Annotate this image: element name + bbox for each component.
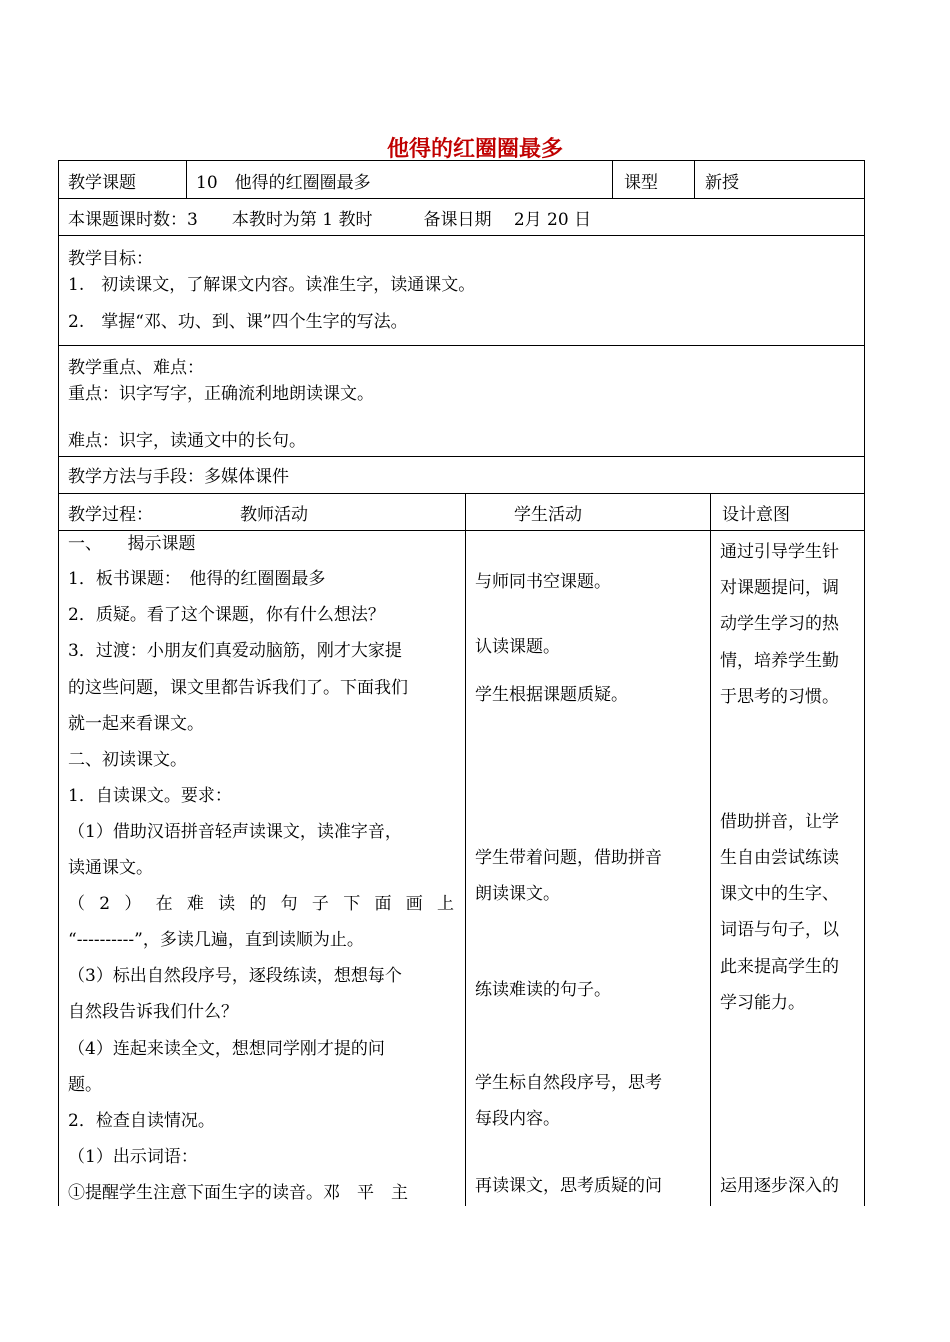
teacher-line: （3）标出自然段序号，逐段练读，想想每个: [68, 966, 402, 986]
col-divider: [694, 160, 695, 198]
design-line: 借助拼音，让学: [720, 812, 839, 832]
row-divider: [58, 160, 865, 161]
type-label: 课型: [624, 173, 658, 193]
col-divider: [186, 160, 187, 198]
design-line: 运用逐步深入的: [720, 1176, 839, 1196]
design-line: 学习能力。: [720, 993, 805, 1013]
teacher-line: 就一起来看课文。: [68, 714, 204, 734]
student-line: 再读课文，思考质疑的问: [475, 1176, 662, 1196]
teacher-line: （1）出示词语：: [68, 1147, 198, 1167]
design-line: 词语与句子，以: [720, 920, 839, 940]
teacher-line: ①提醒学生注意下面生字的读音。邓 平 主: [68, 1183, 408, 1203]
key-point: 重点：识字写字，正确流利地朗读课文。: [68, 384, 374, 404]
design-line: 动学生学习的热: [720, 614, 839, 634]
table-right-border: [864, 160, 865, 1206]
col-divider: [710, 493, 711, 1206]
table-left-border: [58, 160, 59, 1206]
teacher-line: 一、 揭示课题: [68, 534, 196, 554]
col-divider: [465, 493, 466, 1206]
teacher-line: 读通课文。: [68, 858, 153, 878]
design-line: 课文中的生字、: [720, 884, 839, 904]
topic-label: 教学课题: [68, 173, 136, 193]
teacher-line: “----------”，多读几遍，直到读顺为止。: [68, 930, 364, 950]
row-divider: [58, 235, 865, 236]
design-line: 对课题提问，调: [720, 578, 839, 598]
row-divider: [58, 345, 865, 346]
col-divider: [612, 160, 613, 198]
student-activity-header: 学生活动: [514, 505, 582, 525]
student-line: 练读难读的句子。: [475, 980, 611, 1000]
page-title: 他得的红圈圈最多: [386, 137, 563, 162]
design-line: 生自由尝试练读: [720, 848, 839, 868]
goal-item: 1. 初读课文，了解课文内容。读准生字，读通课文。: [68, 275, 476, 295]
teacher-line: （1）借助汉语拼音轻声读课文，读准字音，: [68, 822, 402, 842]
info-row: 本课题课时数：3 本教时为第 1 教时 备课日期 2月 20 日: [68, 210, 592, 230]
row-divider: [58, 530, 865, 531]
design-line: 情，培养学生勤: [720, 651, 839, 671]
design-line: 此来提高学生的: [720, 957, 839, 977]
teacher-line: 3．过渡：小朋友们真爱动脑筋，刚才大家提: [68, 641, 402, 661]
student-line: 学生标自然段序号，思考: [475, 1073, 662, 1093]
student-line: 朗读课文。: [475, 884, 560, 904]
teacher-line: 自然段告诉我们什么？: [68, 1002, 238, 1022]
row-divider: [58, 493, 865, 494]
goals-heading: 教学目标：: [68, 249, 153, 269]
row-divider: [58, 198, 865, 199]
teacher-line: 2．质疑。看了这个课题，你有什么想法？: [68, 605, 385, 625]
teacher-line: 2．检查自读情况。: [68, 1111, 215, 1131]
key-points-heading: 教学重点、难点：: [68, 358, 204, 378]
goal-item: 2. 掌握“邓、功、到、课”四个生字的写法。: [68, 312, 408, 332]
design-line: 通过引导学生针: [720, 542, 839, 562]
teacher-line: 1．自读课文。要求：: [68, 786, 232, 806]
type-value: 新授: [705, 173, 739, 193]
teacher-line: 题。: [68, 1075, 102, 1095]
student-line: 认读课题。: [475, 637, 560, 657]
row-divider: [58, 456, 865, 457]
process-label: 教学过程：: [68, 505, 153, 525]
teacher-line: 的这些问题，课文里都告诉我们了。下面我们: [68, 678, 408, 698]
student-line: 学生带着问题，借助拼音: [475, 848, 662, 868]
teacher-activity-header: 教师活动: [240, 505, 308, 525]
teaching-method: 教学方法与手段：多媒体课件: [68, 467, 289, 487]
student-line: 与师同书空课题。: [475, 572, 611, 592]
student-line: 学生根据课题质疑。: [475, 685, 628, 705]
teacher-line: （2）在难读的句子下面画上: [68, 894, 454, 914]
topic-value: 10 他得的红圈圈最多: [196, 173, 371, 193]
teacher-line: 二、初读课文。: [68, 750, 187, 770]
design-intent-header: 设计意图: [722, 505, 790, 525]
teacher-line: 1．板书课题： 他得的红圈圈最多: [68, 569, 326, 589]
design-line: 于思考的习惯。: [720, 687, 839, 707]
difficult-point: 难点：识字，读通文中的长句。: [68, 431, 306, 451]
student-line: 每段内容。: [475, 1109, 560, 1129]
teacher-line: （4）连起来读全文，想想同学刚才提的问: [68, 1039, 385, 1059]
